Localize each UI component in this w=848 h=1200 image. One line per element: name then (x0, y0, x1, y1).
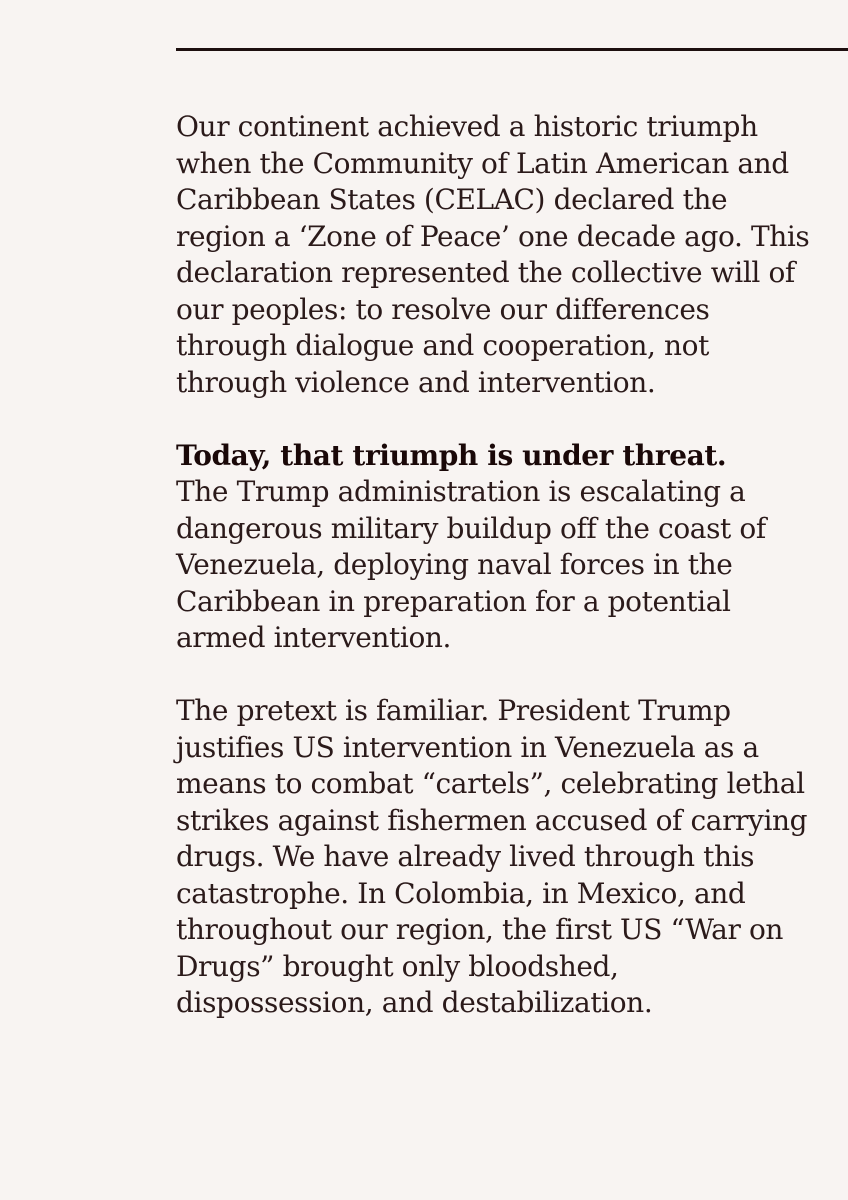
text-line: Our continent achieved a historic triumph (176, 110, 758, 143)
paragraph-spacer (176, 657, 826, 694)
text-line: justifies US intervention in Venezuela as a (176, 730, 759, 764)
text-line: armed intervention. (176, 621, 452, 654)
text-line: through dialogue and cooperation, not (176, 329, 709, 362)
text-line: region a ‘Zone of Peace’ one decade ago. This (176, 219, 810, 253)
text-line: The pretext is familiar. President Trump (176, 694, 731, 727)
text-line: drugs. We have already lived through this (176, 840, 755, 873)
text-line: declaration represented the collective will of (176, 256, 795, 289)
top-divider (176, 48, 848, 51)
text-line: our peoples: to resolve our differences (176, 292, 710, 326)
text-line: Drugs” brought only bloodshed, (176, 949, 619, 983)
text-line: dispossession, and destabilization. (176, 986, 653, 1019)
paragraph-spacer (176, 401, 826, 438)
text-line: The Trump administration is escalating a (176, 475, 746, 508)
text-line: Caribbean in preparation for a potential (176, 584, 731, 618)
text-line: through violence and intervention. (176, 365, 656, 399)
text-line: Caribbean States (CELAC) declared the (176, 183, 728, 216)
text-line: throughout our region, the first US “War on (176, 913, 784, 946)
lead-sentence: Today, that triumph is under threat. (176, 438, 727, 472)
paragraph-threat (176, 438, 826, 657)
text-line: when the Community of Latin American and (176, 146, 789, 180)
paragraph-intro (176, 109, 826, 401)
paragraph-pretext (176, 693, 826, 1022)
text-line: strikes against fishermen accused of carrying (176, 803, 808, 837)
text-line: dangerous military buildup off the coast of (176, 511, 766, 545)
text-line: catastrophe. In Colombia, in Mexico, and (176, 876, 746, 910)
article-body (176, 109, 826, 1022)
text-line: means to combat “cartels”, celebrating lethal (176, 767, 805, 800)
text-line: Venezuela, deploying naval forces in the (176, 548, 733, 581)
